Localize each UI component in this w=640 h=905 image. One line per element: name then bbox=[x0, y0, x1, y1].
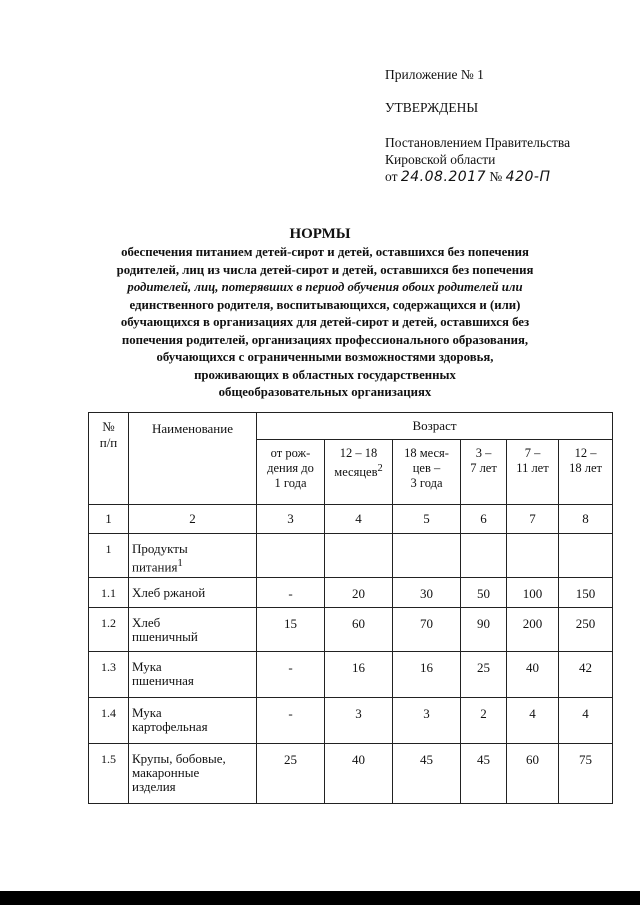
row-value: 40 bbox=[507, 652, 559, 698]
row-value: 16 bbox=[325, 652, 393, 698]
row-value: 60 bbox=[325, 608, 393, 652]
index-cell: 7 bbox=[507, 505, 559, 534]
row-name: Хлеб пшеничный bbox=[129, 608, 257, 652]
subtitle-line: обучающихся в организациях для детей-сирот и детей, оставшихся без bbox=[120, 315, 530, 329]
row-value: 16 bbox=[393, 652, 461, 698]
row-number: 1.4 bbox=[89, 698, 129, 744]
subtitle-line: общеобразовательных организациях bbox=[218, 385, 432, 399]
header-age: Возраст bbox=[257, 413, 613, 440]
table-row bbox=[89, 578, 613, 608]
row-name: Хлеб ржаной bbox=[129, 578, 257, 608]
row-name: Мука картофельная bbox=[129, 698, 257, 744]
header-num-abbr: п/п bbox=[99, 435, 118, 450]
table-row bbox=[89, 608, 613, 652]
annex-label: Приложение № 1 bbox=[385, 67, 484, 82]
approval-line-2: Кировской области bbox=[385, 152, 496, 167]
subtitle-line: обучающихся с ограниченными возможностями здоровья, bbox=[156, 350, 494, 364]
row-number: 1.3 bbox=[89, 652, 129, 698]
row-number: 1.2 bbox=[89, 608, 129, 652]
header-row bbox=[89, 413, 613, 440]
row-value: - bbox=[257, 698, 325, 744]
row-name: Продукты питания$^1$ bbox=[129, 534, 257, 578]
row-value: 3 bbox=[325, 698, 393, 744]
footnote-mark: 1 bbox=[177, 557, 183, 569]
age-header: 12 – 18 лет bbox=[559, 440, 613, 505]
approval-block bbox=[385, 66, 630, 186]
index-cell: 1 bbox=[89, 505, 129, 534]
table-row bbox=[89, 698, 613, 744]
table-row bbox=[89, 534, 613, 578]
footnote-mark: 2 bbox=[377, 463, 383, 474]
handwritten-date: 24.08.2017 bbox=[400, 169, 487, 185]
row-value bbox=[507, 534, 559, 578]
index-cell: 4 bbox=[325, 505, 393, 534]
row-value: 250 bbox=[559, 608, 613, 652]
header-num-symbol: № bbox=[102, 419, 115, 434]
document-subtitle bbox=[100, 244, 550, 402]
handwritten-number: 420-П bbox=[505, 169, 551, 185]
row-value: 200 bbox=[507, 608, 559, 652]
column-index-row bbox=[89, 505, 613, 534]
age-header: 7 – 11 лет bbox=[507, 440, 559, 505]
row-value: 2 bbox=[461, 698, 507, 744]
approval-line-1: Постановлением Правительства bbox=[385, 135, 571, 150]
row-value: 90 bbox=[461, 608, 507, 652]
approved-label: УТВЕРЖДЕНЫ bbox=[385, 100, 479, 115]
table-row bbox=[89, 652, 613, 698]
row-name: Крупы, бобовые, макаронные изделия bbox=[129, 744, 257, 804]
row-value: - bbox=[257, 652, 325, 698]
row-value: 50 bbox=[461, 578, 507, 608]
row-value: 60 bbox=[507, 744, 559, 804]
age-header: 3 – 7 лет bbox=[461, 440, 507, 505]
index-cell: 2 bbox=[129, 505, 257, 534]
row-value: 20 bbox=[325, 578, 393, 608]
index-cell: 6 bbox=[461, 505, 507, 534]
subtitle-line: родителей, лиц из числа детей-сирот и детей, оставшихся без попечения bbox=[116, 262, 534, 277]
row-name: Мука пшеничная bbox=[129, 652, 257, 698]
row-value bbox=[325, 534, 393, 578]
row-value: 25 bbox=[461, 652, 507, 698]
row-value: 42 bbox=[559, 652, 613, 698]
index-cell: 3 bbox=[257, 505, 325, 534]
row-value: - bbox=[257, 578, 325, 608]
date-prefix: от bbox=[385, 169, 398, 184]
row-value: 100 bbox=[507, 578, 559, 608]
age-header: 12 – 18 месяцев$^2$ bbox=[325, 440, 393, 505]
row-value bbox=[559, 534, 613, 578]
row-value: 15 bbox=[257, 608, 325, 652]
row-number: 1.1 bbox=[89, 578, 129, 608]
index-cell: 8 bbox=[559, 505, 613, 534]
row-value: 40 bbox=[325, 744, 393, 804]
document-title: НОРМЫ bbox=[289, 226, 351, 242]
row-value: 4 bbox=[507, 698, 559, 744]
row-value: 70 bbox=[393, 608, 461, 652]
number-prefix: № bbox=[489, 169, 503, 184]
subtitle-line: проживающих в областных государственных bbox=[194, 367, 456, 382]
row-value: 25 bbox=[257, 744, 325, 804]
row-value: 45 bbox=[461, 744, 507, 804]
row-value: 150 bbox=[559, 578, 613, 608]
subtitle-line: родителей, лиц, потерявших в период обучения обоих родителей или bbox=[127, 280, 523, 294]
subtitle-line: обеспечения питанием детей-сирот и детей, оставшихся без попечения bbox=[121, 245, 529, 259]
header-name: Наименование bbox=[129, 413, 257, 505]
row-value: 30 bbox=[393, 578, 461, 608]
index-cell: 5 bbox=[393, 505, 461, 534]
row-value bbox=[461, 534, 507, 578]
approval-date-line bbox=[385, 168, 630, 186]
norms-table bbox=[88, 412, 613, 804]
row-number: 1 bbox=[89, 534, 129, 578]
row-value: 4 bbox=[559, 698, 613, 744]
row-value bbox=[257, 534, 325, 578]
scan-bottom-edge bbox=[0, 891, 640, 905]
row-value: 75 bbox=[559, 744, 613, 804]
age-header: 18 меся- цев – 3 года bbox=[393, 440, 461, 505]
subtitle-line: единственного родителя, воспитывающихся, содержащихся и (или) bbox=[129, 297, 521, 312]
row-value: 3 bbox=[393, 698, 461, 744]
subtitle-line: попечения родителей, организациях профессионального образования, bbox=[121, 332, 529, 347]
row-number: 1.5 bbox=[89, 744, 129, 804]
table-row bbox=[89, 744, 613, 804]
row-value bbox=[393, 534, 461, 578]
age-header: от рож- дения до 1 года bbox=[257, 440, 325, 505]
header-num bbox=[89, 413, 129, 505]
row-value: 45 bbox=[393, 744, 461, 804]
